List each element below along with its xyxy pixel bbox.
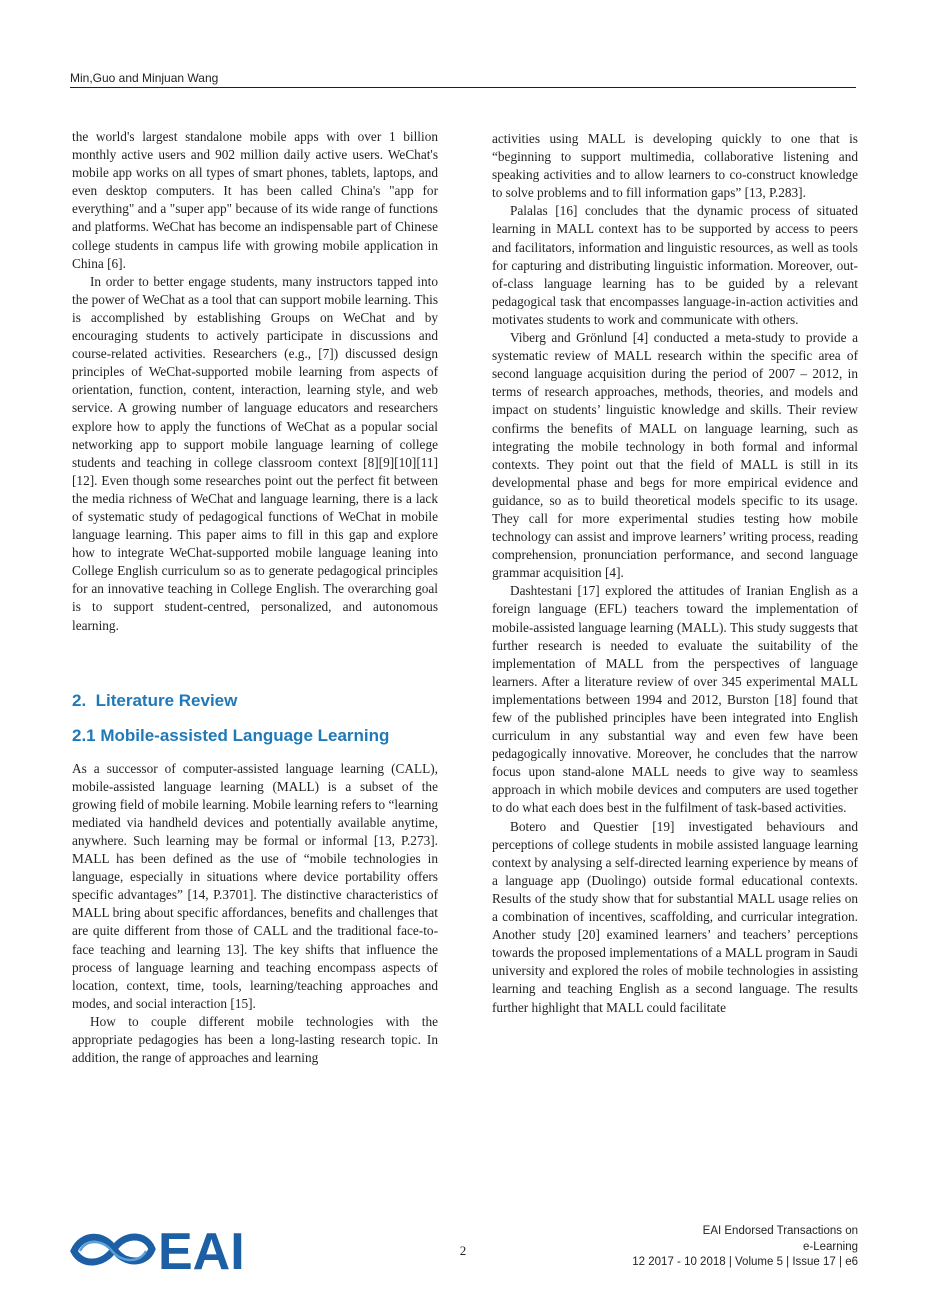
- paragraph: Viberg and Grönlund [4] conducted a meta-study to provide a systematic review of MALL research within the specific area of second language acquisition during the period of 2007 – 2012, in terms of research approaches, methods, theories, and models and impact on students’ linguistic knowledge and skills. Their review confirms the benefits of MALL on language learning, such as integrating the mobile technology in both formal and informal contexts. They point out that the field of MALL is still in its developmental phase and begs for more empirical evidence and guidance, so as to build theoretical models specific to its usage. They call for more experimental studies testing how mobile technology can assist and improve learners’ writing process, reading comprehension, pronunciation performance, and second language grammar acquisition [4].: [492, 330, 858, 581]
- paragraph: How to couple different mobile technologies with the appropriate pedagogies has been a long-lasting research topic. In addition, the range of approaches and learning: [72, 1013, 438, 1066]
- journal-subject: e-Learning: [803, 1240, 858, 1253]
- journal-issue: 12 2017 - 10 2018 | Volume 5 | Issue 17 | e6: [632, 1256, 858, 1268]
- eai-logo-icon: [66, 1223, 266, 1275]
- journal-title: EAI Endorsed Transactions on: [702, 1225, 858, 1237]
- heading-spacer: [72, 712, 438, 725]
- section-heading: 2. Literature Review: [72, 690, 238, 710]
- paragraph: Palalas [16] concludes that the dynamic process of situated learning in MALL context has to be supported by access to peers and facilitators, information and linguistic resources, as well as tools for capturing and distributing linguistic information. Moreover, out-of-class language learning has to be guided by a relevant pedagogical task that encompasses language-in-action activities and motivates students to work and communicate with others.: [492, 203, 858, 327]
- paragraph: As a successor of computer-assisted language learning (CALL), mobile-assisted language learning (MALL) is a subset of the growing field of mobile learning. Mobile learning refers to “learning mediated via handheld devices and potentially available anytime, anywhere. Such learning may be formal or informal [13, P.273]. MALL has been defined as the use of “mobile technologies in language, especially in situations where device portability offers specific advantages” [14, P.3701]. The distinctive characteristics of MALL bring about specific affordances, benefits and challenges that are quite different from those of CALL and the traditional face-to-face teaching and learning 13]. The key shifts that influence the process of language learning and teaching encompass aspects of location, context, time, tools, learning/teaching approaches and modes, and social interaction [15].: [72, 760, 438, 1011]
- logo-text: EAI: [158, 1223, 245, 1275]
- header-rule: [70, 87, 856, 88]
- eai-logo: [66, 1223, 266, 1275]
- paragraph: the world's largest standalone mobile apps with over 1 billion monthly active users and 902 million daily active users. WeChat's mobile app works on all types of smart phones, tablets, laptops, and even desktop computers. It has been called China's "app for everything" and a "super app" because of its wide range of functions and platforms. WeChat has become an indispensable part of Chinese college students in campus life with growing mobile application in China [6].: [72, 129, 438, 271]
- heading-spacer: [72, 747, 438, 760]
- left-column: [72, 128, 438, 1067]
- page-number: 2: [459, 1243, 467, 1258]
- journal-info: [558, 1224, 858, 1271]
- paragraph: Dashtestani [17] explored the attitudes of Iranian English as a foreign language (EFL) teachers toward the implementation of mobile-assisted language learning (MALL). This study suggests that further research is needed to evaluate the suitability of the implementation of MALL from the perspectives of language learners. After a literature review of over 345 experimental MALL implementations between 1994 and 2012, Burston [18] found that few of the published principles have been integrated into English curriculum in any substantial way and even few have been pedagogically innovative. Moreover, he concludes that the narrow focus upon stand-alone MALL needs to give way to seamless approach in which mobile devices and computers are used together to do what each does best in the fulfilment of task-based activities.: [492, 583, 858, 816]
- subsection-heading: 2.1 Mobile-assisted Language Learning: [72, 725, 390, 745]
- running-head-authors: Min,Guo and Minjuan Wang: [70, 71, 219, 85]
- paragraph: activities using MALL is developing quickly to one that is “beginning to support multimedia, collaborative listening and speaking activities and to allow learners to co-construct knowledge to solve problems and to fill information gaps” [13, P.283].: [492, 131, 858, 201]
- section-spacer: [72, 635, 438, 690]
- paragraph: In order to better engage students, many instructors tapped into the power of WeChat as a tool that can support mobile learning. This is accomplished by establishing Groups on WeChat and by encouraging students to actively participate in discussions and course-related activities. Researchers (e.g., [7]) discussed design principles of WeChat-supported mobile learning from aspects of orientation, function, content, interaction, learning style, and web service. A growing number of language educators and researchers explore how to apply the functions of WeChat as a popular social networking app to support mobile language learning of college students and teaching in college classroom context [8][9][10][11][12]. Even though some researches point out the perfect fit between the media richness of WeChat and language learning, there is a lack of systematic study of pedagogical functions of WeChat in mobile language learning. This paper aims to fill in this gap and explore how to integrate WeChat-supported mobile language leaning into College English curriculum so as to generate pedagogical principles for an innovative teaching in College English. The overarching goal is to support student-centred, personalized, and autonomous learning.: [72, 273, 438, 633]
- right-column: [492, 130, 858, 1017]
- paragraph: Botero and Questier [19] investigated behaviours and perceptions of college students in mobile assisted language learning context by analysing a self-directed learning experience by means of a language app (Duolingo) outside formal educational contexts. Results of the study show that for substantial MALL usage relies on a combination of incentives, scaffolding, and curricular integration. Another study [20] examined learners’ and teachers’ perceptions towards the proposed implementations of a MALL program in Saudi university and explored the roles of mobile technologies in assisting learning and teaching English as a second language. The results further highlight that MALL could facilitate: [492, 818, 858, 1015]
